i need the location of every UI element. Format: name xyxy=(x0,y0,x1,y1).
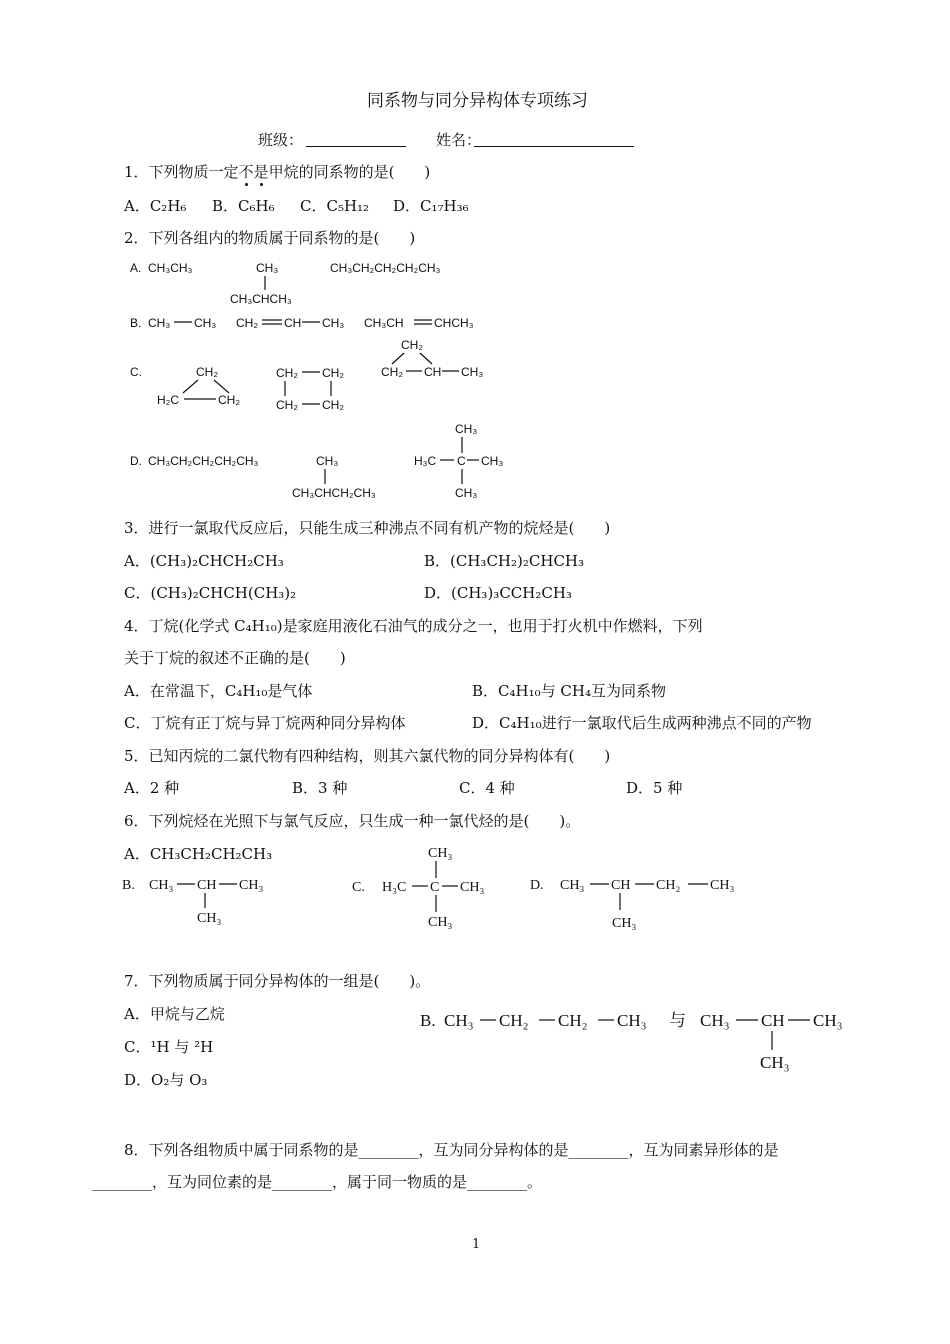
q2-d-s3-right: CH₃ xyxy=(481,454,504,468)
q6-b-right: CH₃ xyxy=(239,878,264,893)
q6-c-top: CH₃ xyxy=(428,846,453,861)
q7-b-conj: 与 xyxy=(669,1011,686,1030)
q7-b-bottom: CH₃ xyxy=(760,1053,790,1072)
ring2-tl: CH₂ xyxy=(276,366,298,380)
q6-stem: 6．下列烷烃在光照下与氯气反应，只生成一种一氯代烃的是( )。 xyxy=(124,812,581,830)
q6-option-a[interactable]: A．CH₃CH₂CH₂CH₃ xyxy=(124,845,273,863)
q7-b-d3: CH₃ xyxy=(813,1011,843,1030)
q6-d-c2: CH xyxy=(611,878,631,893)
q5-option-c[interactable]: C．4 种 xyxy=(459,779,515,797)
ring2-tr: CH₂ xyxy=(322,366,344,380)
q6-c-label: C. xyxy=(352,880,365,895)
q3-option-d[interactable]: D．(CH₃)₃CCH₂CH₃ xyxy=(424,584,572,602)
bond xyxy=(392,353,404,364)
q2-d-s1: CH₃CH₂CH₂CH₂CH₃ xyxy=(148,454,259,468)
ring2-bl: CH₂ xyxy=(276,398,298,412)
q2-d-s3-bottom: CH₃ xyxy=(455,486,478,500)
q1-stem-pre: 1．下列物质一定 xyxy=(124,163,239,181)
q2-d-s3-mid: C xyxy=(457,454,466,468)
q2-b-s3b: CHCH₃ xyxy=(434,316,474,330)
q1-option-a[interactable]: A．C₂H₆ xyxy=(124,197,187,215)
ring3-left: CH₂ xyxy=(381,365,403,379)
q6-d-c1: CH₃ xyxy=(560,878,585,893)
q8-line-1: 8．下列各组物质中属于同系物的是________，互为同分异构体的是________，互为同素异形体的是 xyxy=(124,1141,779,1159)
q6-d-c3: CH₂ xyxy=(656,878,681,893)
q6-c-right: CH₃ xyxy=(460,880,485,895)
name-label: 姓名： xyxy=(436,131,482,149)
q2-d-s2-top: CH₃ xyxy=(316,454,339,468)
q7-option-c[interactable]: C．¹H 与 ²H xyxy=(124,1038,214,1056)
q1-emph-text: 不是 xyxy=(238,163,269,181)
q4-option-c[interactable]: C．丁烷有正丁烷与异丁烷两种同分异构体 xyxy=(124,714,406,732)
ring3-mid: CH xyxy=(424,365,442,379)
q2-b-s3a: CH₃CH xyxy=(364,316,404,330)
q5-stem: 5．已知丙烷的二氯代物有四种结构，则其六氯代物的同分异构体有( ) xyxy=(124,747,611,765)
q4-stem-1: 4．丁烷(化学式 C₄H₁₀)是家庭用液化石油气的成分之一，也用于打火机中作燃料，下列 xyxy=(124,617,703,635)
q7-option-d[interactable]: D．O₂与 O₃ xyxy=(124,1071,208,1089)
q2-b-s2b: CH xyxy=(284,316,302,330)
q4-option-b[interactable]: B．C₄H₁₀与 CH₄互为同系物 xyxy=(472,682,666,700)
q1-option-d[interactable]: D．C₁₇H₃₆ xyxy=(393,197,469,215)
q6-b-left: CH₃ xyxy=(149,878,174,893)
q6-d-label: D. xyxy=(530,878,544,893)
q2-a-s1: CH₃CH₃ xyxy=(148,261,193,275)
q3-stem: 3．进行一氯取代反应后，只能生成三种沸点不同有机产物的烷烃是( ) xyxy=(124,519,611,537)
q2-b-s1b: CH₃ xyxy=(194,316,217,330)
q6-b-bottom: CH₃ xyxy=(197,911,222,926)
q2-a-s2-top: CH₃ xyxy=(256,261,279,275)
ring3-right: CH₃ xyxy=(461,365,484,379)
q2-b-s2c: CH₃ xyxy=(322,316,345,330)
q1-stem-post: 甲烷的同系物的是( ) xyxy=(268,163,431,181)
q5-option-d[interactable]: D．5 种 xyxy=(626,779,683,797)
q7-b-d1: CH₃ xyxy=(700,1011,730,1030)
q4-option-d[interactable]: D．C₄H₁₀进行一氯取代后生成两种沸点不同的产物 xyxy=(472,714,812,732)
q4-stem-2: 关于丁烷的叙述不正确的是( ) xyxy=(124,649,346,667)
q6-d-c4: CH₃ xyxy=(710,878,735,893)
q7-b-c1: CH₃ xyxy=(444,1011,474,1030)
ring3-top: CH₂ xyxy=(401,338,423,352)
q2-c-label: C. xyxy=(130,365,142,379)
q2-d-s2-main: CH₃CHCH₂CH₃ xyxy=(292,486,376,500)
q2-d-label: D. xyxy=(130,454,142,468)
q6-c-mid: C xyxy=(430,880,440,895)
q2-a-label: A. xyxy=(130,261,142,275)
page-title: 同系物与同分异构体专项练习 xyxy=(367,91,588,111)
bond xyxy=(420,353,432,364)
q5-option-b[interactable]: B．3 种 xyxy=(292,779,348,797)
q8-line-2: ________，互为同位素的是________，属于同一物质的是________。 xyxy=(92,1173,543,1191)
q2-d-s3-left: H₃C xyxy=(414,454,437,468)
q2-stem: 2．下列各组内的物质属于同系物的是( ) xyxy=(124,229,416,247)
q2-d-s3-top: CH₃ xyxy=(455,422,478,436)
q7-b-c2: CH₂ xyxy=(499,1011,529,1030)
q7-option-a[interactable]: A．甲烷与乙烷 xyxy=(124,1005,225,1023)
ring1-left: H₂C xyxy=(157,393,179,407)
q7-b-c4: CH₃ xyxy=(617,1011,647,1030)
page-number: 1 xyxy=(472,1237,481,1252)
ring1-right: CH₂ xyxy=(218,393,240,407)
q6-d-bottom: CH₃ xyxy=(612,916,637,931)
q1-option-c[interactable]: C．C₅H₁₂ xyxy=(300,197,370,215)
q2-b-s2a: CH₂ xyxy=(236,316,258,330)
q2-b-s1a: CH₃ xyxy=(148,316,171,330)
q5-option-a[interactable]: A．2 种 xyxy=(124,779,180,797)
q3-option-c[interactable]: C．(CH₃)₂CHCH(CH₃)₂ xyxy=(124,584,297,602)
q3-option-b[interactable]: B．(CH₃CH₂)₂CHCH₃ xyxy=(424,552,585,570)
q6-c-bottom: CH₃ xyxy=(428,915,453,930)
class-label: 班级： xyxy=(258,131,304,149)
bond xyxy=(214,380,229,393)
q3-option-a[interactable]: A．(CH₃)₂CHCH₂CH₃ xyxy=(124,552,284,570)
q1-option-b[interactable]: B．C₆H₆ xyxy=(212,197,275,215)
ring1-top: CH₂ xyxy=(196,365,218,379)
q6-b-label: B. xyxy=(122,878,135,893)
q7-b-d2: CH xyxy=(761,1011,785,1030)
q7-b-label: B. xyxy=(420,1011,436,1030)
bond xyxy=(183,380,198,393)
q6-b-mid: CH xyxy=(197,878,217,893)
q2-b-label: B. xyxy=(130,316,142,330)
q6-c-left: H₃C xyxy=(382,880,407,895)
q7-b-c3: CH₂ xyxy=(558,1011,588,1030)
q2-a-s2-main: CH₃CHCH₃ xyxy=(230,292,292,306)
ring2-br: CH₂ xyxy=(322,398,344,412)
q2-a-s3: CH₃CH₂CH₂CH₂CH₃ xyxy=(330,261,441,275)
q4-option-a[interactable]: A．在常温下，C₄H₁₀是气体 xyxy=(124,682,313,700)
q7-stem: 7．下列物质属于同分异构体的一组是( )。 xyxy=(124,972,431,990)
